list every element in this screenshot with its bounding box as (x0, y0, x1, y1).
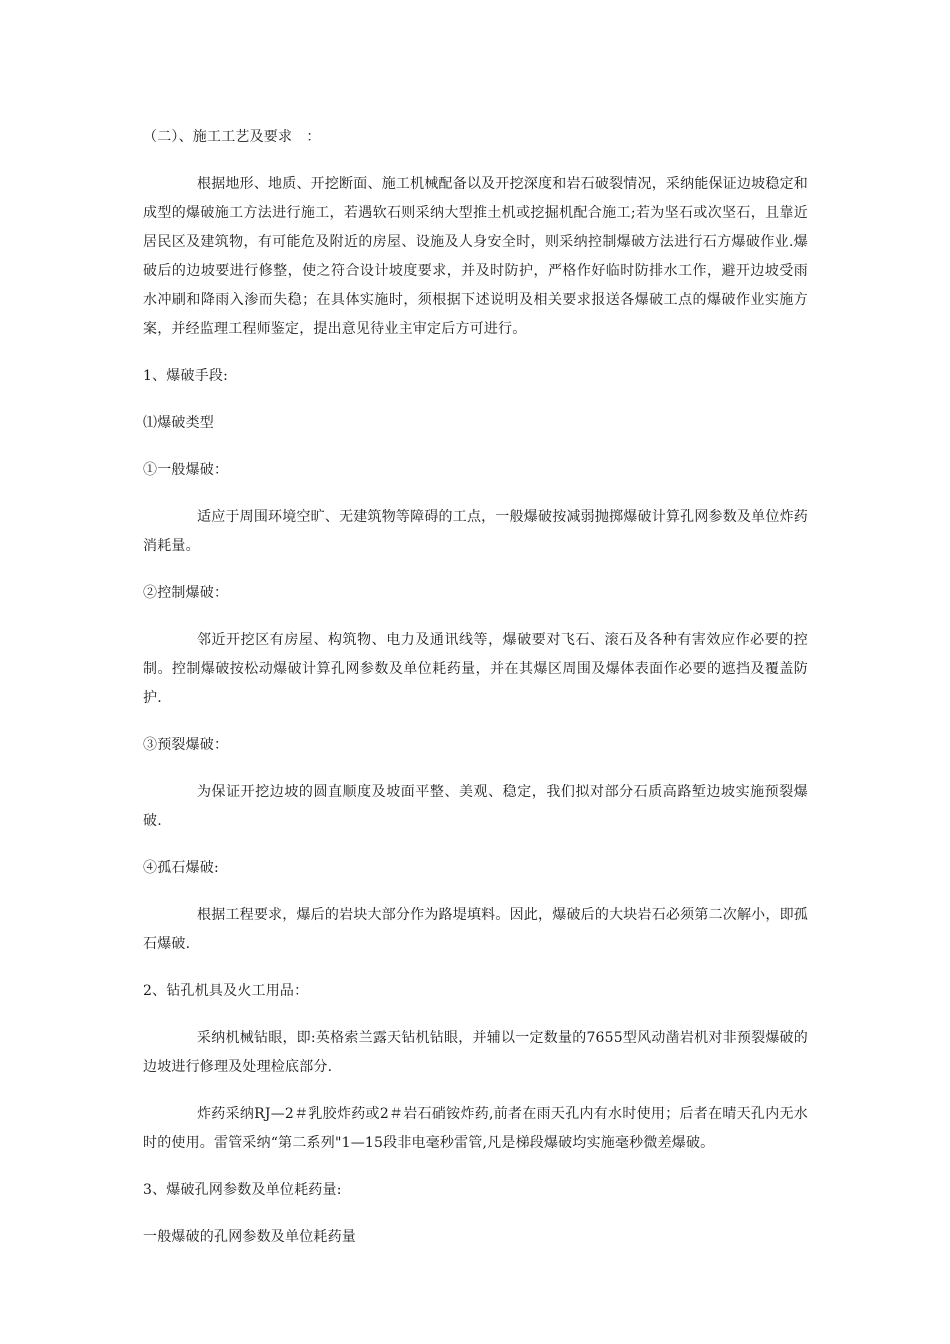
type4-body: 根据工程要求，爆后的岩块大部分作为路堤填料。因此，爆破后的大块岩石必须第二次解小，即孤石爆破. (143, 907, 808, 952)
type2-body: 邻近开挖区有房屋、构筑物、电力及通讯线等，爆破要对飞石、滚石及各种有害效应作必要的控制。控制爆破按松动爆破计算孔网参数及单位耗药量，并在其爆区周围及爆体表面作必要的遮挡及覆盖防护. (143, 632, 808, 706)
section-title: （二）、施工工艺及要求 ： (143, 129, 321, 145)
subheading-general-blasting-parameters: 一般爆破的孔网参数及单位耗药量 (143, 1229, 356, 1245)
type4-title: ④孤石爆破: (143, 860, 219, 876)
heading-hole-parameters: 3、爆破孔网参数及单位耗药量: (143, 1182, 342, 1198)
explosive-paragraph: 炸药采纳RJ—2＃乳胶炸药或2＃岩石硝铵炸药,前者在雨天孔内有水时使用；后者在晴天孔内无水时的使用。雷管采纳“第二系列"1—15段非电毫秒雷管,凡是梯段爆破均实施毫秒微差爆破。 (143, 1106, 808, 1151)
type3-body: 为保证开挖边坡的圆直顺度及坡面平整、美观、稳定，我们拟对部分石质高路堑边坡实施预裂爆破. (143, 784, 808, 829)
type2-title: ②控制爆破： (143, 585, 229, 601)
intro-paragraph: 根据地形、地质、开挖断面、施工机械配备以及开挖深度和岩石破裂情况，采纳能保证边坡稳定和成型的爆破施工方法进行施工，若遇软石则采纳大型推土机或挖掘机配合施工;若为坚石或次坚石，且靠近居民区及建筑物，有可能危及附近的房屋、设施及人身安全时，则采纳控制爆破方法进行石方爆破作业.爆破后的边坡要进行修整，使之符合设计坡度要求，并及时防护，严格作好临时防排水工作，避开边坡受雨水冲刷和降雨入渗而失稳；在具体实施时，须根据下述说明及相关要求报送各爆破工点的爆破作业实施方案，并经监理工程师鉴定，提出意见待业主审定后方可进行。 (143, 176, 808, 337)
heading-blasting-means: 1、爆破手段: (143, 368, 229, 384)
drilling-paragraph: 采纳机械钻眼，即:英格索兰露天钻机钻眼，并辅以一定数量的7655型风动凿岩机对非预裂爆破的边坡进行修理及处理检底部分. (143, 1030, 808, 1075)
type3-title: ③预裂爆破： (143, 737, 229, 753)
heading-blasting-type: ⑴爆破类型 (143, 415, 214, 431)
document-body (143, 123, 808, 1252)
heading-drilling-tools: 2、钻孔机具及火工用品： (143, 983, 309, 999)
type1-body: 适应于周围环境空旷、无建筑物等障碍的工点，一般爆破按减弱抛掷爆破计算孔网参数及单位炸药消耗量。 (143, 509, 808, 554)
type1-title: ①一般爆破： (143, 462, 229, 478)
